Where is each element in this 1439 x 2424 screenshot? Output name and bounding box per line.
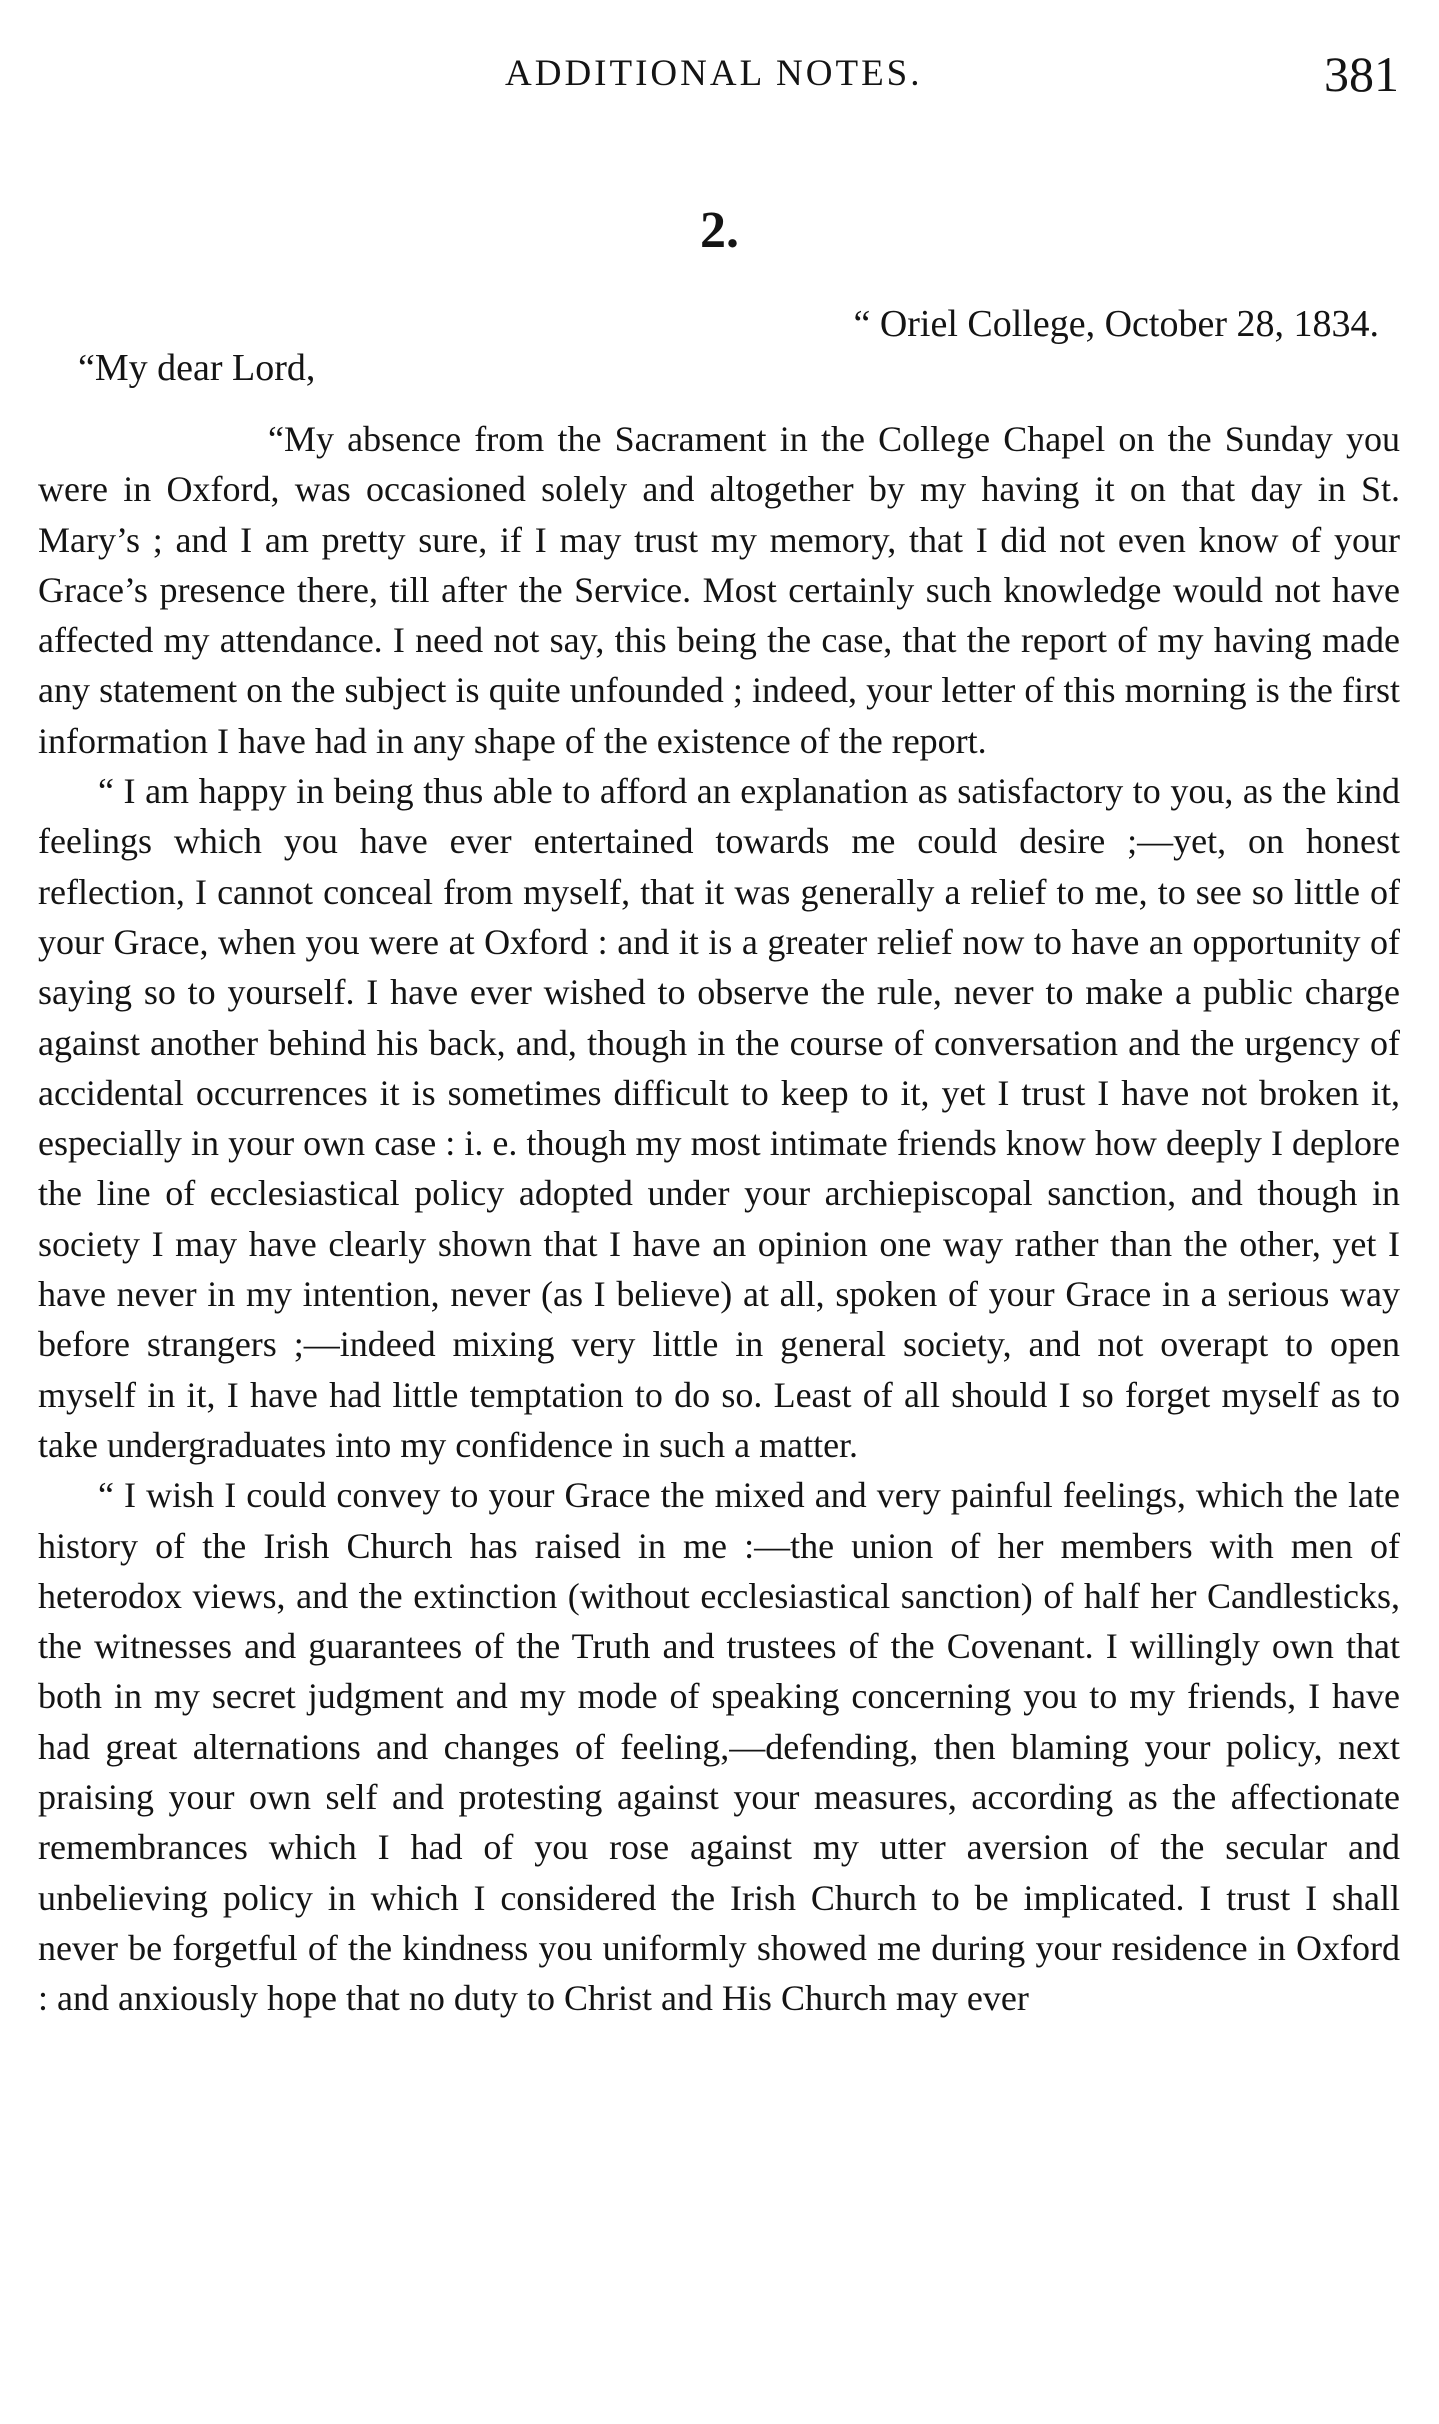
running-title: ADDITIONAL NOTES. [505, 53, 923, 94]
letter-dateline: “ Oriel College, October 28, 1834. [853, 303, 1379, 345]
running-head [0, 44, 1439, 104]
paragraph: “My absence from the Sacrament in the College Chapel on the Sunday you were in Oxford, was occasioned solely and altogether by my having it on that day in St. Mary’s ; and I am pretty sure, if I may trust my memory, that I did not even know of your Grace’s presence there, till after the Service. Most certainly such knowledge would not have affected my attendance. I need not say, this being the case, that the report of my having made any statement on the subject is quite unfounded ; indeed, your letter of this morning is the first information I have had in any shape of the existence of the report. [38, 419, 1400, 761]
section-number: 2. [700, 202, 739, 259]
paragraph: “ I wish I could convey to your Grace the mixed and very painful feelings, which the late history of the Irish Church has raised in me :—the union of her members with men of heterodox views, and the extinction (without ecclesiastical sanction) of half her Candlesticks, the witnesses and guarantees of the Truth and trustees of the Covenant. I willingly own that both in my secret judgment and my mode of speaking concerning you to my friends, I have had great alternations and changes of feeling,—defending, then blaming your policy, next praising your own self and protesting against your measures, according as the affectionate remembrances which I had of you rose against my utter aversion of the secular and unbelieving policy in which I considered the Irish Church to be implicated. I trust I shall never be forgetful of the kindness you uniformly showed me during your residence in Oxford : and anxiously hope that no duty to Christ and His Church may ever [38, 1475, 1400, 2019]
letter-body [38, 414, 1400, 2024]
paragraph: “ I am happy in being thus able to afford an explanation as satisfactory to you, as the kind feelings which you have ever entertained towards me could desire ;—yet, on honest reflection, I cannot conceal from myself, that it was generally a relief to me, to see so little of your Grace, when you were at Oxford : and it is a greater relief now to have an opportunity of saying so to yourself. I have ever wished to observe the rule, never to make a public charge against another behind his back, and, though in the course of conversation and the urgency of accidental occurrences it is sometimes difficult to keep to it, yet I trust I have not broken it, especially in your own case : i. e. though my most intimate friends know how deeply I deplore the line of ecclesiastical policy adopted under your archiepiscopal sanction, and though in society I may have clearly shown that I have an opinion one way rather than the other, yet I have never in my intention, never (as I believe) at all, spoken of your Grace in a serious way before strangers ;—indeed mixing very little in general society, and not overapt to open myself in it, I have had little temptation to do so. Least of all should I so forget myself as to take undergraduates into my confidence in such a matter. [38, 771, 1400, 1465]
letter-salutation: “My dear Lord, [78, 347, 316, 389]
page-number: 381 [1324, 46, 1399, 102]
